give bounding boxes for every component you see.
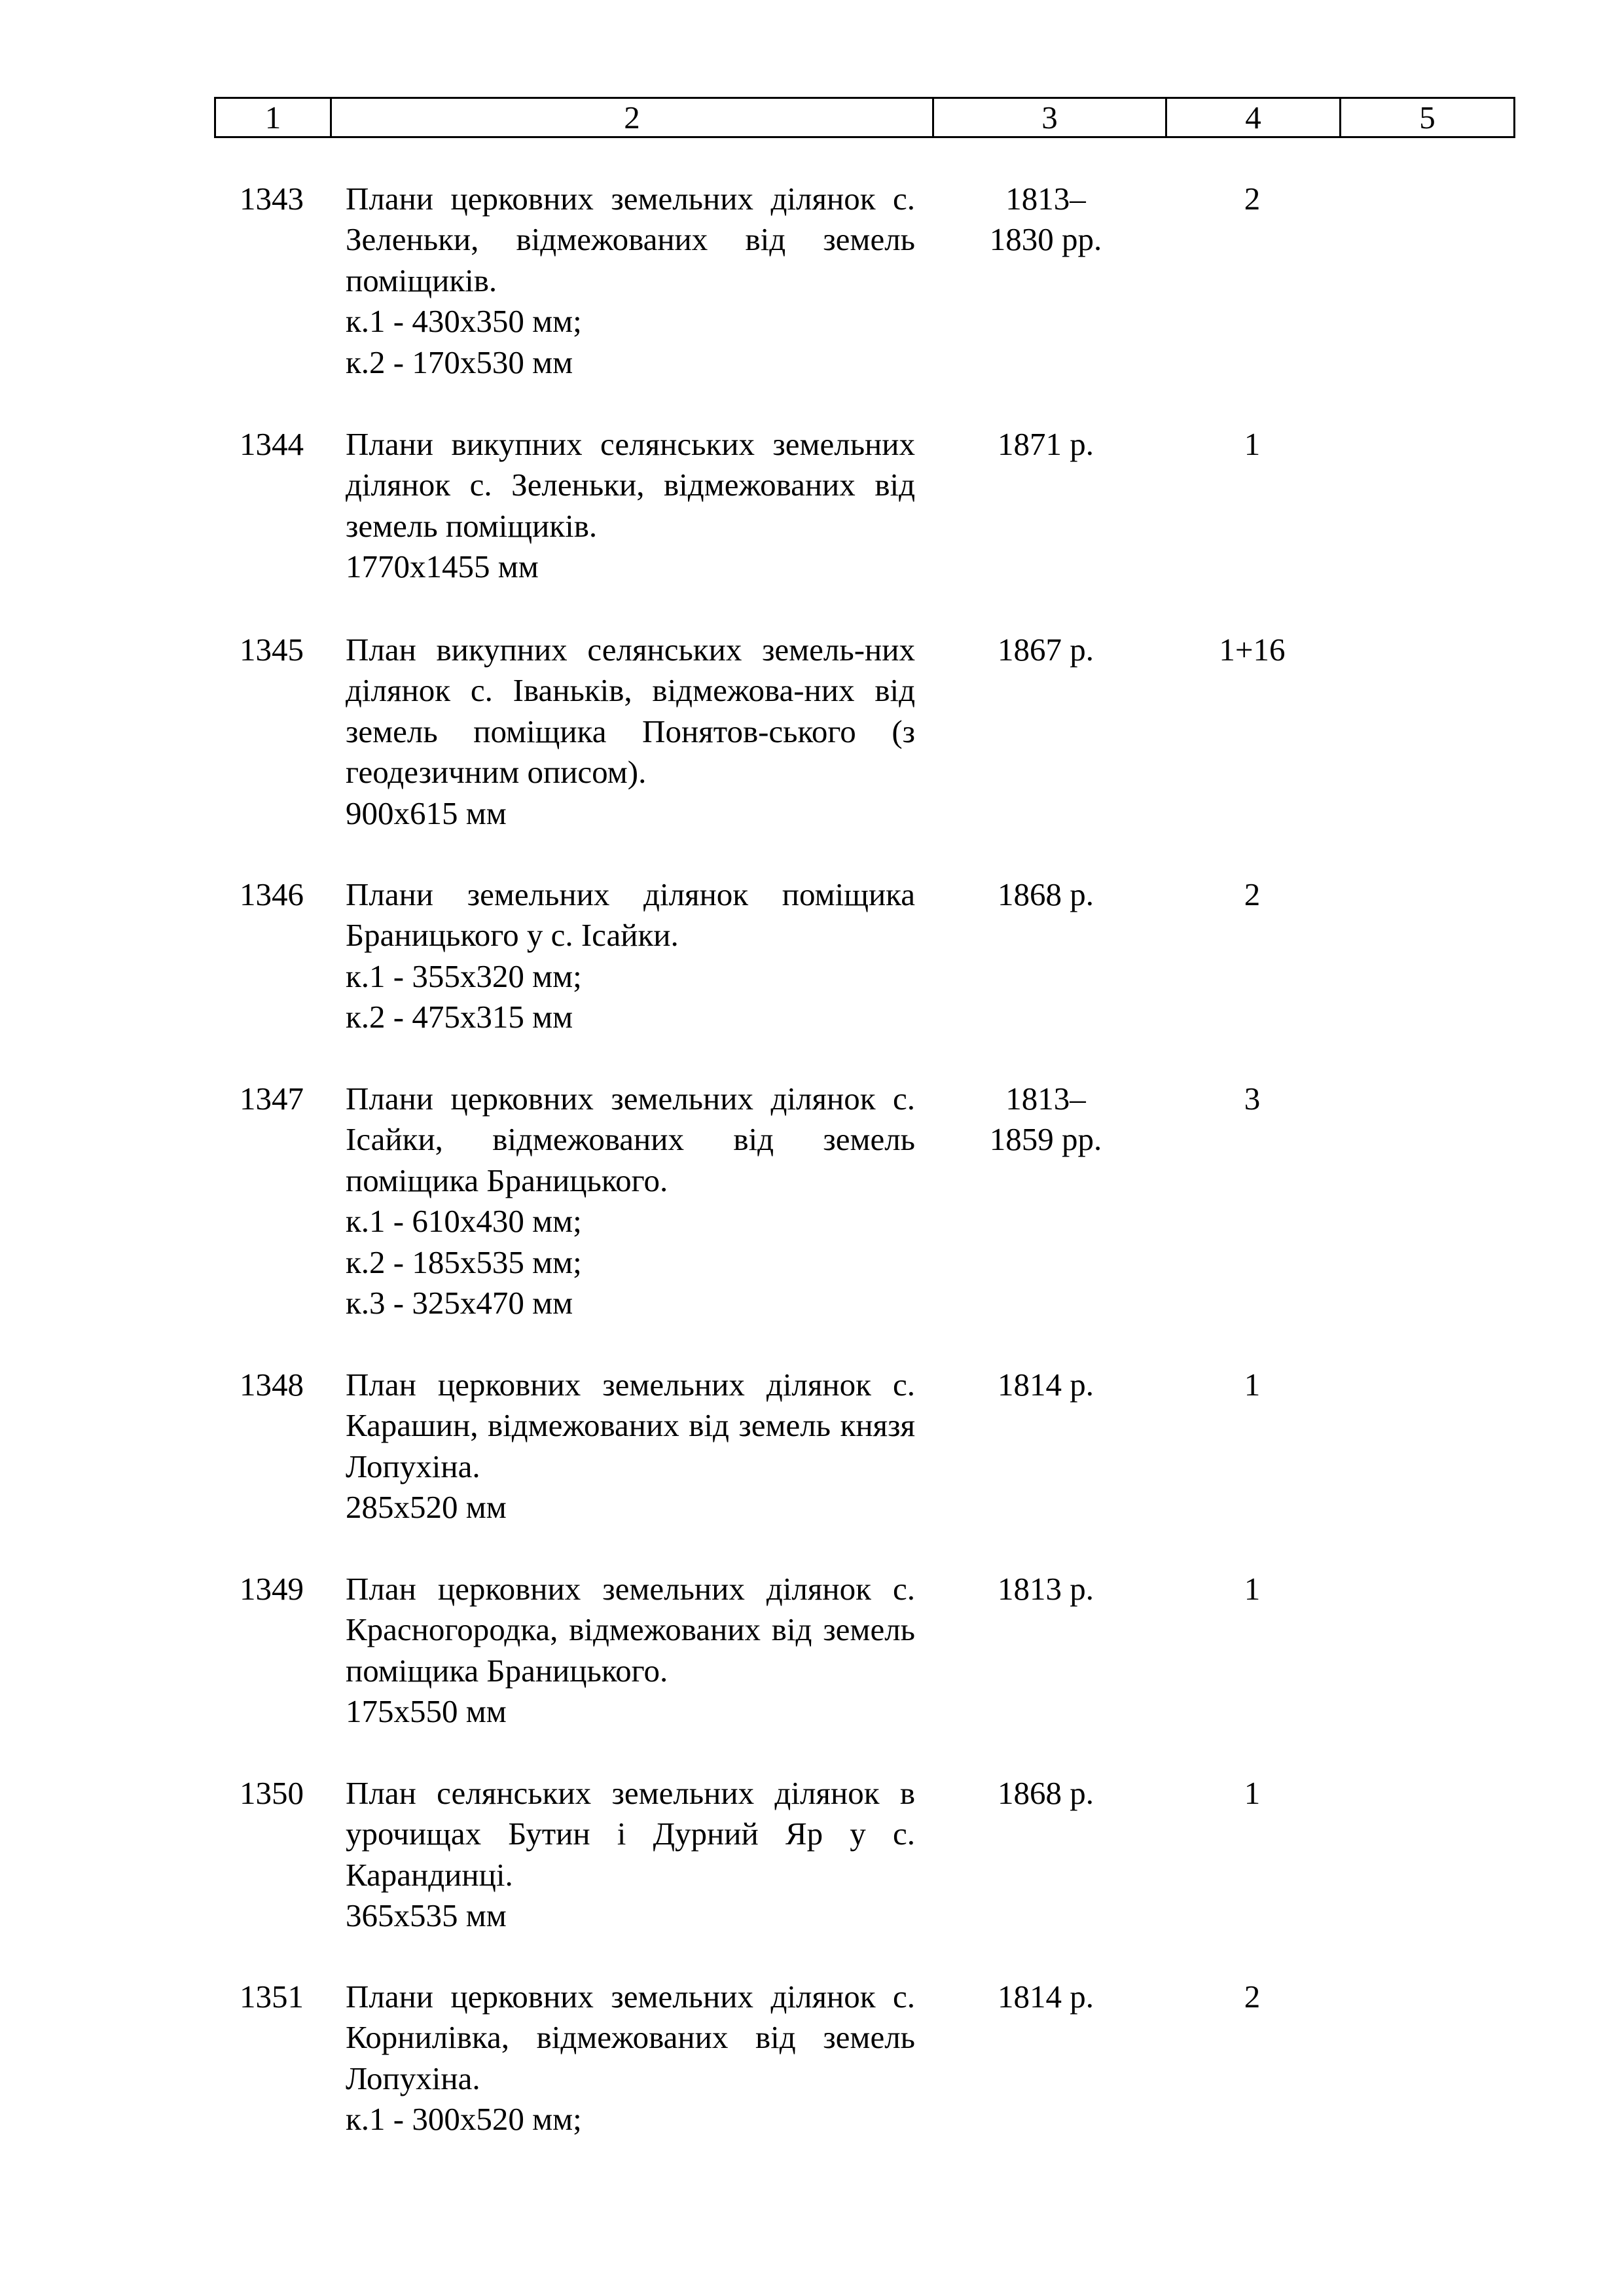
- entry-dimension: к.1 - 300х520 мм;: [346, 2101, 582, 2138]
- entry-title: План церковних земельних ділянок с. Красногородка, відмежованих від земель поміщика Браницького.: [346, 1571, 915, 1689]
- entry-quantity: 1+16: [1219, 632, 1286, 668]
- entry-quantity: 1: [1244, 1367, 1261, 1403]
- entry-date: [933, 1365, 1159, 1405]
- entry-description: [346, 179, 915, 383]
- entry-title: Плани церковних земельних ділянок с. Корнилівка, відмежованих від земель Лопухіна.: [346, 1979, 915, 2096]
- entry-number: 1345: [240, 632, 304, 668]
- entry-description: [346, 1365, 915, 1528]
- entry-date: [933, 1977, 1159, 2017]
- entry-date-line: 1868 р.: [998, 1775, 1094, 1811]
- header-col-2: 2: [331, 98, 933, 137]
- column-number-header: [214, 97, 1515, 138]
- entry-date-line: 1814 р.: [998, 1367, 1094, 1403]
- header-col-3: 3: [933, 98, 1166, 137]
- entry-date: [933, 1773, 1159, 1814]
- entry-quantity: 2: [1244, 876, 1261, 912]
- entry-date-line: 1871 р.: [998, 426, 1094, 462]
- entry-description: [346, 1569, 915, 1732]
- entry-title: План церковних земельних ділянок с. Карашин, відмежованих від земель князя Лопухіна.: [346, 1367, 915, 1484]
- entry-number: 1343: [240, 181, 304, 217]
- entry-quantity: 1: [1244, 1571, 1261, 1607]
- entry-quantity: 2: [1244, 1979, 1261, 2015]
- entry-date: [933, 1079, 1159, 1160]
- entry-title: Плани викупних селянських земельних ділянок с. Зеленьки, відмежованих від земель поміщиків.: [346, 426, 915, 544]
- entry-date: [933, 630, 1159, 670]
- entry-dimension: 365х535 мм: [346, 1897, 507, 1934]
- entry-quantity: 1: [1244, 1775, 1261, 1811]
- entry-dimension: к.1 - 610х430 мм;: [346, 1203, 582, 1240]
- entry-quantity: 3: [1244, 1081, 1261, 1117]
- entry-number: 1347: [240, 1081, 304, 1117]
- entry-number: 1349: [240, 1571, 304, 1607]
- entry-number: 1344: [240, 426, 304, 462]
- entry-description: [346, 874, 915, 1038]
- entry-dimension: к.1 - 355х320 мм;: [346, 958, 582, 994]
- entry-description: [346, 630, 915, 834]
- header-col-4: 4: [1166, 98, 1341, 137]
- entry-number: 1351: [240, 1979, 304, 2015]
- entry-title: План селянських земельних ділянок в урочищах Бутин і Дурний Яр у с. Карандинці.: [346, 1775, 915, 1893]
- entry-title: Плани церковних земельних ділянок с. Ісайки, відмежованих від земель поміщика Браницького.: [346, 1081, 915, 1198]
- entry-description: [346, 424, 915, 588]
- entry-description: [346, 1773, 915, 1937]
- entry-dimension: 175х550 мм: [346, 1693, 507, 1730]
- entry-title: План викупних селянських земель-них ділянок с. Іваньків, відмежова-них від земель поміщика Понятов-ського (з геодезичним описом).: [346, 632, 915, 791]
- entry-dimension: к.1 - 430х350 мм;: [346, 303, 582, 340]
- entry-dimension: 285х520 мм: [346, 1489, 507, 1526]
- entry-date-line: 1830 рр.: [989, 221, 1102, 258]
- entry-date-line: 1813 р.: [998, 1571, 1094, 1607]
- entry-title: Плани церковних земельних ділянок с. Зеленьки, відмежованих від земель поміщиків.: [346, 181, 915, 298]
- entry-number: 1346: [240, 876, 304, 912]
- entry-date: [933, 179, 1159, 260]
- entry-description: [346, 1079, 915, 1323]
- entry-description: [346, 1977, 915, 2140]
- entry-quantity: 2: [1244, 181, 1261, 217]
- entry-dimension: к.2 - 185х535 мм;: [346, 1244, 582, 1280]
- entry-date-line: 1813–: [1005, 181, 1086, 217]
- entry-number: 1350: [240, 1775, 304, 1811]
- entry-dimension: к.3 - 325х470 мм: [346, 1285, 573, 1321]
- entry-date: [933, 874, 1159, 915]
- entry-number: 1348: [240, 1367, 304, 1403]
- entry-quantity: 1: [1244, 426, 1261, 462]
- entry-dimension: к.2 - 170х530 мм: [346, 344, 573, 380]
- entry-dimension: к.2 - 475х315 мм: [346, 999, 573, 1035]
- entry-dimension: 1770х1455 мм: [346, 548, 539, 585]
- entry-dimension: 900х615 мм: [346, 795, 507, 831]
- entry-date-line: 1814 р.: [998, 1979, 1094, 2015]
- entry-date-line: 1859 рр.: [989, 1121, 1102, 1158]
- entry-date: [933, 1569, 1159, 1609]
- entry-title: Плани земельних ділянок поміщика Браницького у с. Ісайки.: [346, 876, 915, 954]
- entry-date-line: 1867 р.: [998, 632, 1094, 668]
- entry-date: [933, 424, 1159, 465]
- entry-date-line: 1868 р.: [998, 876, 1094, 912]
- header-col-5: 5: [1341, 98, 1515, 137]
- entry-date-line: 1813–: [1005, 1081, 1086, 1117]
- header-col-1: 1: [215, 98, 331, 137]
